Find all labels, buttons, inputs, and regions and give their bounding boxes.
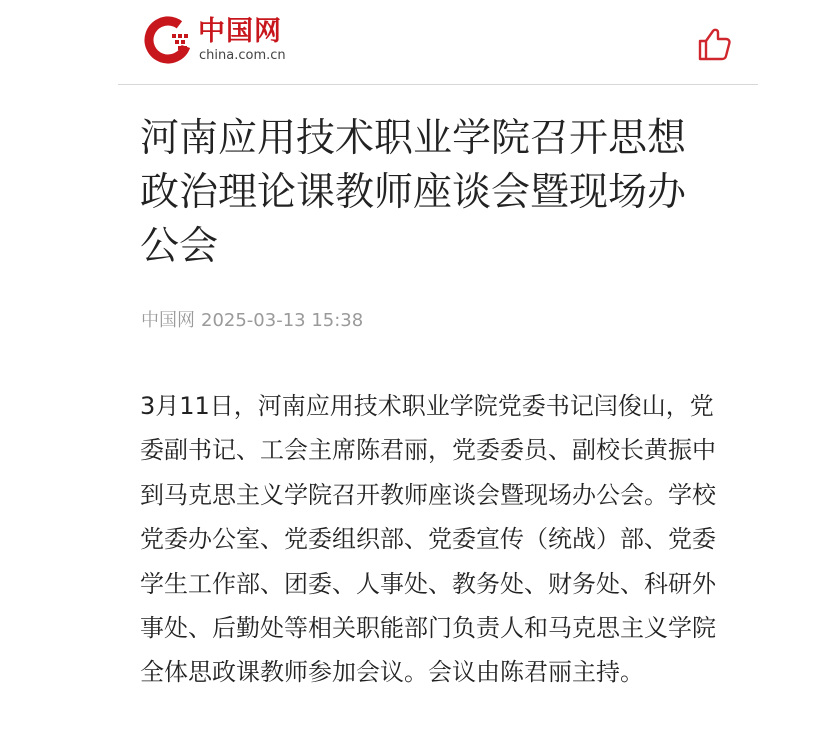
like-button[interactable]	[694, 24, 734, 64]
logo-chinese-text: 中国网	[198, 16, 282, 47]
article-meta	[141, 309, 641, 333]
china-com-cn-logo-icon	[144, 16, 192, 64]
article-title: 河南应用技术职业学院召开思想政治理论课教师座谈会暨现场办公会	[140, 116, 687, 269]
article-paragraph: 3月11日，河南应用技术职业学院党委书记闫俊山，党委副书记、工会主席陈君丽，党委委员、副校长黄振中到马克思主义学院召开教师座谈会暨现场办公会。学校党委办公室、党委组织部、党委宣传（统战）部、党委学生工作部、团委、人事处、教务处、财务处、科研外事处、后勤处等相关职能部门负责人和马克思主义学院全体思政课教师参加会议。会议由陈君丽主持。	[140, 392, 716, 687]
site-logo[interactable]	[144, 12, 314, 68]
logo-domain-text: china.com.cn	[199, 48, 286, 63]
article-datetime: 2025-03-13 15:38	[201, 310, 364, 331]
site-header	[118, 0, 758, 85]
article-source: 中国网	[141, 310, 195, 331]
thumbs-up-icon	[694, 24, 734, 64]
